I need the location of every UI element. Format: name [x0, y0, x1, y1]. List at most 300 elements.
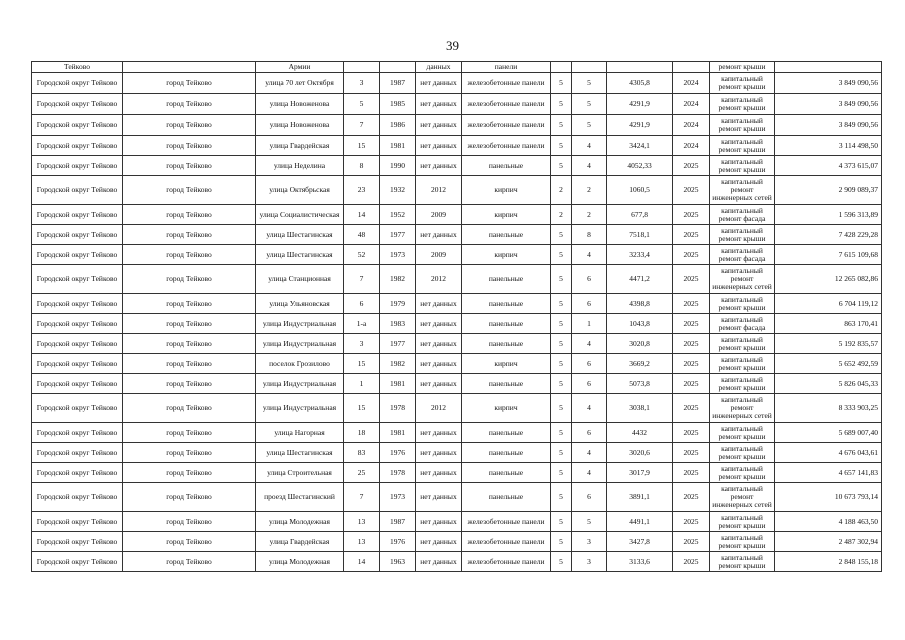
- cell-year-built: 1977: [380, 334, 416, 354]
- cell-house-number: 15: [344, 354, 380, 374]
- table-row: [32, 334, 882, 354]
- cell-year-built: 1979: [380, 294, 416, 314]
- cell-last-repair-year: нет данных: [416, 294, 462, 314]
- cell-year-built: 1981: [380, 374, 416, 394]
- cell-house-number: 14: [344, 205, 380, 225]
- cell-last-repair-year: нет данных: [416, 225, 462, 245]
- cell-last-repair-year: нет данных: [416, 443, 462, 463]
- cell-year-built: 1976: [380, 443, 416, 463]
- cell-area: 3424,1: [607, 136, 673, 156]
- cell-work-type: капитальный ремонт крыши: [710, 73, 775, 94]
- cell-street: Армии: [256, 62, 344, 73]
- table-row: [32, 483, 882, 512]
- cell-floors: 5: [551, 483, 572, 512]
- cell-house-number: 18: [344, 423, 380, 443]
- cell-locality: город Тейково: [123, 374, 256, 394]
- cell-entrances: 1: [572, 314, 607, 334]
- cell-house-number: 1-а: [344, 314, 380, 334]
- cell-work-type: капитальный ремонт крыши: [710, 463, 775, 483]
- cell-year-built: 1973: [380, 483, 416, 512]
- cell-entrances: 4: [572, 443, 607, 463]
- table-row: [32, 532, 882, 552]
- cell-planned-year: 2025: [673, 294, 710, 314]
- cell-street: улица Новоженова: [256, 94, 344, 115]
- cell-planned-year: 2025: [673, 394, 710, 423]
- cell-area: 3133,6: [607, 552, 673, 572]
- cell-entrances: 2: [572, 176, 607, 205]
- cell-municipality: Городской округ Тейково: [32, 532, 123, 552]
- cell-house-number: 3: [344, 73, 380, 94]
- cell-locality: город Тейково: [123, 483, 256, 512]
- cell-cost: 7 428 229,28: [775, 225, 882, 245]
- cell-year-built: 1976: [380, 532, 416, 552]
- cell-planned-year: 2025: [673, 205, 710, 225]
- cell-area: 4305,8: [607, 73, 673, 94]
- cell-entrances: 3: [572, 552, 607, 572]
- cell-floors: 5: [551, 423, 572, 443]
- cell-house-number: 13: [344, 512, 380, 532]
- cell-floors: 5: [551, 394, 572, 423]
- cell-work-type: капитальный ремонт инженерных сетей: [710, 176, 775, 205]
- cell-locality: город Тейково: [123, 294, 256, 314]
- cell-locality: город Тейково: [123, 394, 256, 423]
- cell-wall-material: панельные: [462, 483, 551, 512]
- cell-cost: 3 849 090,56: [775, 73, 882, 94]
- cell-locality: город Тейково: [123, 265, 256, 294]
- cell-floors: 2: [551, 176, 572, 205]
- cell-last-repair-year: нет данных: [416, 334, 462, 354]
- cell-house-number: 3: [344, 334, 380, 354]
- cell-municipality: Городской округ Тейково: [32, 463, 123, 483]
- cell-work-type: капитальный ремонт крыши: [710, 294, 775, 314]
- cell-wall-material: панели: [462, 62, 551, 73]
- cell-area: [607, 62, 673, 73]
- cell-wall-material: кирпич: [462, 205, 551, 225]
- cell-entrances: 3: [572, 532, 607, 552]
- cell-year-built: 1978: [380, 394, 416, 423]
- cell-street: улица Октябрьская: [256, 176, 344, 205]
- cell-cost: 2 487 302,94: [775, 532, 882, 552]
- cell-cost: 12 265 082,86: [775, 265, 882, 294]
- cell-floors: 5: [551, 73, 572, 94]
- cell-year-built: 1977: [380, 225, 416, 245]
- cell-cost: 2 848 155,18: [775, 552, 882, 572]
- cell-floors: 5: [551, 294, 572, 314]
- table-row: [32, 354, 882, 374]
- table-row: [32, 205, 882, 225]
- cell-wall-material: железобетонные панели: [462, 532, 551, 552]
- cell-planned-year: 2025: [673, 374, 710, 394]
- cell-cost: 7 615 109,68: [775, 245, 882, 265]
- cell-area: 7518,1: [607, 225, 673, 245]
- cell-street: улица Социалистическая: [256, 205, 344, 225]
- table-row: [32, 394, 882, 423]
- cell-area: 4491,1: [607, 512, 673, 532]
- cell-planned-year: 2025: [673, 245, 710, 265]
- cell-floors: 5: [551, 532, 572, 552]
- cell-last-repair-year: нет данных: [416, 483, 462, 512]
- table-row-continued: [32, 62, 882, 73]
- cell-floors: 2: [551, 205, 572, 225]
- cell-wall-material: кирпич: [462, 354, 551, 374]
- cell-wall-material: железобетонные панели: [462, 115, 551, 136]
- cell-planned-year: 2025: [673, 314, 710, 334]
- cell-street: улица Станционная: [256, 265, 344, 294]
- cell-work-type: капитальный ремонт крыши: [710, 512, 775, 532]
- cell-entrances: 5: [572, 94, 607, 115]
- cell-last-repair-year: данных: [416, 62, 462, 73]
- cell-last-repair-year: нет данных: [416, 512, 462, 532]
- cell-wall-material: панельные: [462, 374, 551, 394]
- table-row: [32, 115, 882, 136]
- cell-last-repair-year: 2009: [416, 245, 462, 265]
- cell-entrances: 6: [572, 423, 607, 443]
- cell-locality: город Тейково: [123, 94, 256, 115]
- cell-cost: 4 676 043,61: [775, 443, 882, 463]
- cell-area: 1060,5: [607, 176, 673, 205]
- cell-municipality: Городской округ Тейково: [32, 394, 123, 423]
- cell-locality: город Тейково: [123, 552, 256, 572]
- cell-planned-year: 2025: [673, 156, 710, 176]
- cell-municipality: Городской округ Тейково: [32, 136, 123, 156]
- cell-year-built: 1981: [380, 423, 416, 443]
- cell-municipality: Городской округ Тейково: [32, 423, 123, 443]
- cell-last-repair-year: 2012: [416, 176, 462, 205]
- cell-year-built: 1983: [380, 314, 416, 334]
- cell-locality: город Тейково: [123, 176, 256, 205]
- cell-entrances: 4: [572, 334, 607, 354]
- cell-planned-year: 2025: [673, 176, 710, 205]
- cell-wall-material: панельные: [462, 294, 551, 314]
- cell-cost: 1 596 313,89: [775, 205, 882, 225]
- cell-work-type: капитальный ремонт фасада: [710, 245, 775, 265]
- cell-cost: 6 704 119,12: [775, 294, 882, 314]
- cell-municipality: Городской округ Тейково: [32, 156, 123, 176]
- cell-work-type: капитальный ремонт крыши: [710, 354, 775, 374]
- table-row: [32, 245, 882, 265]
- cell-locality: город Тейково: [123, 73, 256, 94]
- cell-locality: город Тейково: [123, 245, 256, 265]
- table-row: [32, 443, 882, 463]
- cell-street: улица Шестагинская: [256, 245, 344, 265]
- cell-street: улица Гвардейская: [256, 532, 344, 552]
- cell-planned-year: 2025: [673, 483, 710, 512]
- cell-house-number: 23: [344, 176, 380, 205]
- cell-last-repair-year: нет данных: [416, 463, 462, 483]
- cell-municipality: Городской округ Тейково: [32, 354, 123, 374]
- cell-house-number: 48: [344, 225, 380, 245]
- cell-street: улица Шестагинская: [256, 443, 344, 463]
- cell-wall-material: железобетонные панели: [462, 512, 551, 532]
- cell-cost: 4 188 463,50: [775, 512, 882, 532]
- cell-entrances: 5: [572, 73, 607, 94]
- cell-work-type: капитальный ремонт фасада: [710, 205, 775, 225]
- cell-locality: город Тейково: [123, 205, 256, 225]
- cell-year-built: 1990: [380, 156, 416, 176]
- cell-house-number: 52: [344, 245, 380, 265]
- cell-last-repair-year: нет данных: [416, 314, 462, 334]
- cell-year-built: 1963: [380, 552, 416, 572]
- cell-last-repair-year: нет данных: [416, 156, 462, 176]
- cell-year-built: 1985: [380, 94, 416, 115]
- table-row: [32, 265, 882, 294]
- cell-work-type: капитальный ремонт крыши: [710, 334, 775, 354]
- table-row: [32, 314, 882, 334]
- cell-entrances: 4: [572, 394, 607, 423]
- cell-wall-material: железобетонные панели: [462, 552, 551, 572]
- cell-last-repair-year: 2012: [416, 265, 462, 294]
- cell-house-number: 8: [344, 156, 380, 176]
- cell-year-built: 1973: [380, 245, 416, 265]
- cell-work-type: капитальный ремонт инженерных сетей: [710, 483, 775, 512]
- cell-entrances: 6: [572, 265, 607, 294]
- cell-area: 4398,8: [607, 294, 673, 314]
- cell-municipality: Городской округ Тейково: [32, 334, 123, 354]
- cell-work-type: капитальный ремонт фасада: [710, 314, 775, 334]
- cell-work-type: капитальный ремонт крыши: [710, 532, 775, 552]
- cell-house-number: 1: [344, 374, 380, 394]
- cell-floors: 5: [551, 334, 572, 354]
- cell-area: 3233,4: [607, 245, 673, 265]
- cell-work-type: ремонт крыши: [710, 62, 775, 73]
- cell-locality: город Тейково: [123, 225, 256, 245]
- cell-municipality: Тейково: [32, 62, 123, 73]
- cell-cost: 4 373 615,07: [775, 156, 882, 176]
- cell-entrances: [572, 62, 607, 73]
- cell-municipality: Городской округ Тейково: [32, 205, 123, 225]
- cell-entrances: 2: [572, 205, 607, 225]
- cell-cost: 3 849 090,56: [775, 94, 882, 115]
- table-row: [32, 136, 882, 156]
- cell-house-number: [344, 62, 380, 73]
- cell-entrances: 8: [572, 225, 607, 245]
- cell-municipality: Городской округ Тейково: [32, 443, 123, 463]
- cell-wall-material: железобетонные панели: [462, 136, 551, 156]
- cell-planned-year: 2025: [673, 552, 710, 572]
- cell-house-number: 83: [344, 443, 380, 463]
- cell-house-number: 7: [344, 115, 380, 136]
- cell-year-built: 1932: [380, 176, 416, 205]
- cell-area: 4291,9: [607, 115, 673, 136]
- cell-locality: город Тейково: [123, 136, 256, 156]
- cell-area: 677,8: [607, 205, 673, 225]
- cell-house-number: 14: [344, 552, 380, 572]
- cell-year-built: 1986: [380, 115, 416, 136]
- cell-planned-year: 2024: [673, 136, 710, 156]
- cell-street: улица Молодежная: [256, 552, 344, 572]
- cell-municipality: Городской округ Тейково: [32, 374, 123, 394]
- cell-work-type: капитальный ремонт крыши: [710, 443, 775, 463]
- cell-floors: 5: [551, 225, 572, 245]
- cell-year-built: 1981: [380, 136, 416, 156]
- cell-house-number: 5: [344, 94, 380, 115]
- cell-wall-material: панельные: [462, 423, 551, 443]
- cell-work-type: капитальный ремонт крыши: [710, 115, 775, 136]
- cell-entrances: 4: [572, 156, 607, 176]
- cell-house-number: 13: [344, 532, 380, 552]
- cell-last-repair-year: 2012: [416, 394, 462, 423]
- cell-area: 4052,33: [607, 156, 673, 176]
- cell-floors: 5: [551, 156, 572, 176]
- cell-last-repair-year: нет данных: [416, 354, 462, 374]
- cell-house-number: 25: [344, 463, 380, 483]
- table-row: [32, 225, 882, 245]
- cell-planned-year: 2025: [673, 512, 710, 532]
- table-row: [32, 294, 882, 314]
- cell-locality: город Тейково: [123, 314, 256, 334]
- cell-cost: 2 909 089,37: [775, 176, 882, 205]
- cell-work-type: капитальный ремонт инженерных сетей: [710, 265, 775, 294]
- cell-area: 4432: [607, 423, 673, 443]
- cell-house-number: 15: [344, 136, 380, 156]
- cell-area: 3669,2: [607, 354, 673, 374]
- cell-municipality: Городской округ Тейково: [32, 314, 123, 334]
- cell-work-type: капитальный ремонт крыши: [710, 423, 775, 443]
- cell-work-type: капитальный ремонт инженерных сетей: [710, 394, 775, 423]
- cell-year-built: 1982: [380, 354, 416, 374]
- cell-area: 3020,6: [607, 443, 673, 463]
- cell-planned-year: 2024: [673, 94, 710, 115]
- cell-work-type: капитальный ремонт крыши: [710, 225, 775, 245]
- cell-wall-material: панельные: [462, 265, 551, 294]
- cell-street: улица Индустриальная: [256, 334, 344, 354]
- cell-work-type: капитальный ремонт крыши: [710, 94, 775, 115]
- cell-municipality: Городской округ Тейково: [32, 225, 123, 245]
- cell-municipality: Городской округ Тейково: [32, 265, 123, 294]
- cell-street: улица Нагорная: [256, 423, 344, 443]
- cell-floors: 5: [551, 94, 572, 115]
- cell-last-repair-year: нет данных: [416, 532, 462, 552]
- cell-cost: 3 114 498,50: [775, 136, 882, 156]
- cell-floors: 5: [551, 115, 572, 136]
- cell-last-repair-year: нет данных: [416, 552, 462, 572]
- table-row: [32, 552, 882, 572]
- cell-planned-year: 2025: [673, 225, 710, 245]
- cell-locality: город Тейково: [123, 463, 256, 483]
- cell-wall-material: железобетонные панели: [462, 73, 551, 94]
- cell-floors: 5: [551, 443, 572, 463]
- cell-area: 4471,2: [607, 265, 673, 294]
- cell-area: 4291,9: [607, 94, 673, 115]
- cell-municipality: Городской округ Тейково: [32, 176, 123, 205]
- cell-street: улица Индустриальная: [256, 394, 344, 423]
- cell-floors: 5: [551, 245, 572, 265]
- cell-cost: 4 657 141,83: [775, 463, 882, 483]
- cell-last-repair-year: нет данных: [416, 136, 462, 156]
- cell-floors: 5: [551, 512, 572, 532]
- cell-wall-material: панельные: [462, 463, 551, 483]
- cell-street: улица 70 лет Октября: [256, 73, 344, 94]
- table-row: [32, 374, 882, 394]
- cell-municipality: Городской округ Тейково: [32, 552, 123, 572]
- cell-wall-material: панельные: [462, 225, 551, 245]
- cell-locality: город Тейково: [123, 354, 256, 374]
- cell-house-number: 6: [344, 294, 380, 314]
- cell-last-repair-year: нет данных: [416, 423, 462, 443]
- page-number: 39: [446, 38, 459, 53]
- cell-planned-year: 2025: [673, 354, 710, 374]
- cell-municipality: Городской округ Тейково: [32, 115, 123, 136]
- cell-cost: 8 333 903,25: [775, 394, 882, 423]
- cell-street: улица Гвардейская: [256, 136, 344, 156]
- cell-municipality: Городской округ Тейково: [32, 294, 123, 314]
- cell-area: 5073,8: [607, 374, 673, 394]
- cell-municipality: Городской округ Тейково: [32, 73, 123, 94]
- cell-street: улица Новоженова: [256, 115, 344, 136]
- cell-planned-year: [673, 62, 710, 73]
- cell-floors: 5: [551, 265, 572, 294]
- cell-work-type: капитальный ремонт крыши: [710, 136, 775, 156]
- cell-planned-year: 2025: [673, 265, 710, 294]
- cell-cost: 5 826 045,33: [775, 374, 882, 394]
- cell-year-built: 1978: [380, 463, 416, 483]
- cell-cost: 10 673 793,14: [775, 483, 882, 512]
- cell-planned-year: 2025: [673, 423, 710, 443]
- cell-wall-material: кирпич: [462, 176, 551, 205]
- cell-house-number: 15: [344, 394, 380, 423]
- cell-entrances: 6: [572, 294, 607, 314]
- cell-street: улица Ульяновская: [256, 294, 344, 314]
- cell-cost: 5 652 492,59: [775, 354, 882, 374]
- table-row: [32, 94, 882, 115]
- table-row: [32, 176, 882, 205]
- cell-municipality: Городской округ Тейково: [32, 483, 123, 512]
- cell-cost: 3 849 090,56: [775, 115, 882, 136]
- cell-floors: 5: [551, 314, 572, 334]
- cell-planned-year: 2024: [673, 73, 710, 94]
- cell-area: 3891,1: [607, 483, 673, 512]
- cell-year-built: 1982: [380, 265, 416, 294]
- cell-entrances: 5: [572, 115, 607, 136]
- cell-street: улица Неделина: [256, 156, 344, 176]
- cell-municipality: Городской округ Тейково: [32, 512, 123, 532]
- cell-locality: [123, 62, 256, 73]
- cell-street: улица Строительная: [256, 463, 344, 483]
- cell-work-type: капитальный ремонт крыши: [710, 552, 775, 572]
- cell-entrances: 5: [572, 512, 607, 532]
- table-row: [32, 423, 882, 443]
- cell-cost: 863 170,41: [775, 314, 882, 334]
- cell-floors: 5: [551, 354, 572, 374]
- housing-register-table: [31, 61, 882, 572]
- cell-wall-material: панельные: [462, 443, 551, 463]
- cell-work-type: капитальный ремонт крыши: [710, 374, 775, 394]
- cell-locality: город Тейково: [123, 156, 256, 176]
- cell-cost: [775, 62, 882, 73]
- cell-planned-year: 2025: [673, 443, 710, 463]
- cell-floors: 5: [551, 552, 572, 572]
- cell-entrances: 4: [572, 245, 607, 265]
- cell-locality: город Тейково: [123, 115, 256, 136]
- cell-entrances: 6: [572, 483, 607, 512]
- cell-house-number: 7: [344, 483, 380, 512]
- cell-floors: [551, 62, 572, 73]
- cell-municipality: Городской округ Тейково: [32, 245, 123, 265]
- cell-year-built: 1987: [380, 512, 416, 532]
- cell-wall-material: панельные: [462, 334, 551, 354]
- cell-last-repair-year: нет данных: [416, 374, 462, 394]
- cell-entrances: 6: [572, 374, 607, 394]
- table-row: [32, 463, 882, 483]
- cell-floors: 5: [551, 374, 572, 394]
- cell-work-type: капитальный ремонт крыши: [710, 156, 775, 176]
- cell-wall-material: панельные: [462, 314, 551, 334]
- cell-wall-material: железобетонные панели: [462, 94, 551, 115]
- cell-municipality: Городской округ Тейково: [32, 94, 123, 115]
- cell-area: 3017,9: [607, 463, 673, 483]
- cell-last-repair-year: 2009: [416, 205, 462, 225]
- cell-street: улица Шестагинская: [256, 225, 344, 245]
